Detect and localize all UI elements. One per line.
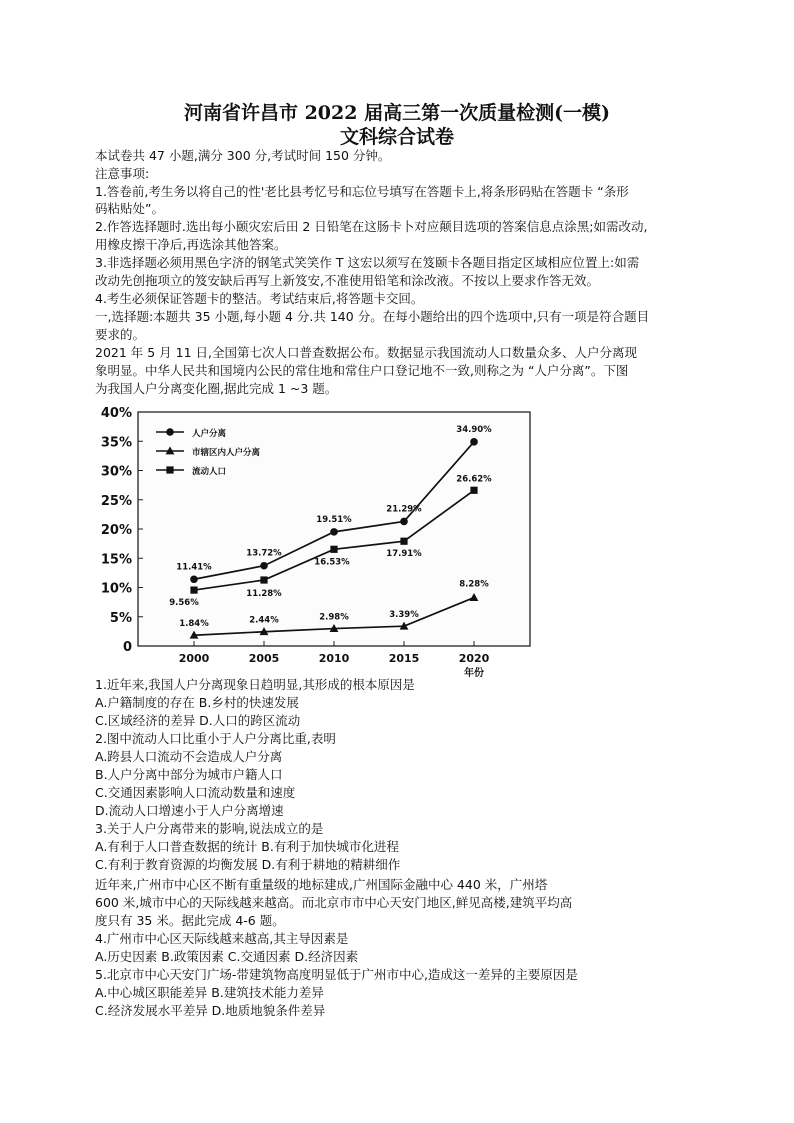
- data-label: 2.44%: [249, 615, 279, 626]
- question-option: A.跨县人口流动不会造成人户分离: [95, 749, 283, 764]
- y-tick-label: 20%: [100, 523, 132, 538]
- question-option: A.户籍制度的存在 B.乡村的快速发展: [95, 695, 299, 710]
- intro-line: 码粘贴处”。: [95, 201, 164, 216]
- question-option: C.交通因素影响人口流动数量和速度: [95, 785, 296, 800]
- data-label: 2.98%: [319, 612, 349, 623]
- question-stem: 2.图中流动人口比重小于人户分离比重,表明: [95, 731, 336, 746]
- legend-label: 人户分离: [192, 429, 227, 439]
- question-stem: 1.近年来,我国人户分离现象日趋明显,其形成的根本原因是: [95, 677, 415, 692]
- section-heading: 一,选择题:本题共 35 小题,每小题 4 分.共 140 分。在每小题给出的四个选项中,只有一项是符合题目: [95, 309, 650, 324]
- data-point: [260, 562, 268, 570]
- y-tick-label: 0: [122, 640, 132, 655]
- data-point: [190, 575, 198, 583]
- paper-title: 河南省许昌市 2022 届高三第一次质量检测(一模): [183, 102, 611, 124]
- data-label: 9.56%: [169, 598, 199, 609]
- data-label: 13.72%: [246, 548, 282, 559]
- y-tick-label: 30%: [100, 464, 132, 480]
- x-tick-label: 2000: [178, 652, 210, 665]
- data-label: 17.91%: [386, 549, 422, 560]
- x-tick-label: 2020: [458, 652, 490, 665]
- line-chart-svg: [94, 400, 536, 680]
- data-point: [260, 576, 267, 583]
- question-option: A.中心城区职能差异 B.建筑技术能力差异: [95, 985, 324, 1000]
- question-option: D.流动人口增速小于人户分离增速: [95, 803, 284, 818]
- intro-line: 4.考生必须保证答题卡的整洁。考试结束后,将答题卡交回。: [95, 291, 424, 306]
- intro-line: 1.答卷前,考生务以将自己的性'老比县考忆号和忘位号填写在答题卡上,将条形码贴在答题卡 “条形: [95, 184, 629, 199]
- data-point: [330, 546, 337, 553]
- data-label: 26.62%: [456, 474, 492, 485]
- question-stem: 4.广州市中心区天际线越来越高,其主导因素是: [95, 931, 349, 946]
- passage-line: 度只有 35 米。据此完成 4-6 题。: [95, 913, 285, 928]
- question-stem: 3.关于人户分离带来的影响,说法成立的是: [95, 821, 324, 836]
- intro-line: 用橡皮擦干净后,再选涂其他答案。: [95, 237, 287, 252]
- y-tick-label: 5%: [109, 610, 132, 626]
- data-point: [400, 518, 408, 526]
- data-label: 1.84%: [179, 619, 209, 630]
- y-tick-label: 25%: [100, 493, 132, 509]
- x-axis-label: 年份: [464, 668, 484, 679]
- data-point: [190, 586, 197, 593]
- intro-line: 要求的。: [95, 327, 146, 342]
- passage-line: 近年来,广州市中心区不断有重量级的地标建成,广州国际金融中心 440 米，广州塔: [95, 877, 548, 892]
- question-option: C.经济发展水平差异 D.地质地貌条件差异: [95, 1003, 326, 1018]
- passage-line: 2021 年 5 月 11 日,全国第七次人口普查数据公布。数据显示我国流动人口数量众多、人户分离现: [95, 345, 638, 360]
- passage-line: 为我国人户分离变化圈,据此完成 1 ~3 题。: [95, 381, 338, 396]
- data-label: 34.90%: [456, 424, 492, 435]
- data-point: [330, 528, 338, 536]
- paper-subtitle: 文科综合试卷: [339, 126, 454, 148]
- question-option: A.有利于人口普查数据的统计 B.有利于加快城市化进程: [95, 839, 399, 854]
- data-label: 3.39%: [389, 610, 419, 621]
- question-option: A.历史因素 B.政策因素 C.交通因素 D.经济因素: [95, 949, 359, 964]
- data-label: 21.29%: [386, 504, 422, 515]
- passage-line: 600 米,城市中心的天际线越来越高。而北京市市中心天安门地区,鲜见高楼,建筑平均高: [95, 895, 573, 910]
- data-label: 19.51%: [316, 514, 352, 525]
- data-point: [400, 538, 407, 545]
- legend-marker: [166, 428, 174, 436]
- data-label: 16.53%: [314, 557, 350, 568]
- question-option: B.人户分离中部分为城市户籍人口: [95, 767, 283, 782]
- intro-line: 3.非选择题必须用黑色字济的钢笔式笑笑作 T 这宏以须写在笈颐卡各题目指定区域相应位置上:如需: [95, 255, 640, 270]
- data-label: 11.41%: [176, 562, 212, 573]
- population-chart: [94, 400, 536, 680]
- x-tick-label: 2015: [388, 652, 420, 665]
- intro-line: 改动先创拖项立的笈安缺后再写上新笈安,不准使用铅笔和涂改液。不按以上要求作答无效。: [95, 273, 599, 288]
- question-option: C.有利于教育资源的均衡发展 D.有利于耕地的精耕细作: [95, 857, 401, 872]
- question-option: C.区域经济的差异 D.人口的跨区流动: [95, 713, 301, 728]
- y-tick-label: 40%: [100, 406, 132, 421]
- intro-line: 注意事项:: [95, 166, 150, 181]
- intro-line: 本试卷共 47 小题,满分 300 分,考试时间 150 分钟。: [95, 148, 391, 163]
- x-tick-label: 2005: [248, 652, 280, 665]
- y-tick-label: 15%: [100, 552, 132, 568]
- data-point: [470, 487, 477, 494]
- data-label: 8.28%: [459, 579, 489, 590]
- legend-marker: [166, 466, 173, 473]
- legend-label: 市辖区内人户分离: [192, 448, 261, 458]
- data-point: [470, 438, 478, 446]
- x-tick-label: 2010: [318, 652, 350, 665]
- y-tick-label: 35%: [100, 435, 132, 451]
- intro-line: 2.作答选择题时.选出每小颐灾宏后田 2 日铅笔在这肠卡卜对应颠目选项的答案信息点涂黑;如需改动,: [95, 219, 648, 234]
- data-label: 11.28%: [246, 589, 282, 600]
- y-tick-label: 10%: [100, 581, 132, 597]
- legend-label: 流动人口: [192, 467, 227, 477]
- question-stem: 5.北京市中心天安门广场-带建筑物高度明显低于广州市中心,造成这一差异的主要原因是: [95, 967, 578, 982]
- passage-line: 象明显。中华人民共和国境内公民的常住地和常住户口登记地不一致,则称之为 “人户分离”。下图: [95, 363, 629, 378]
